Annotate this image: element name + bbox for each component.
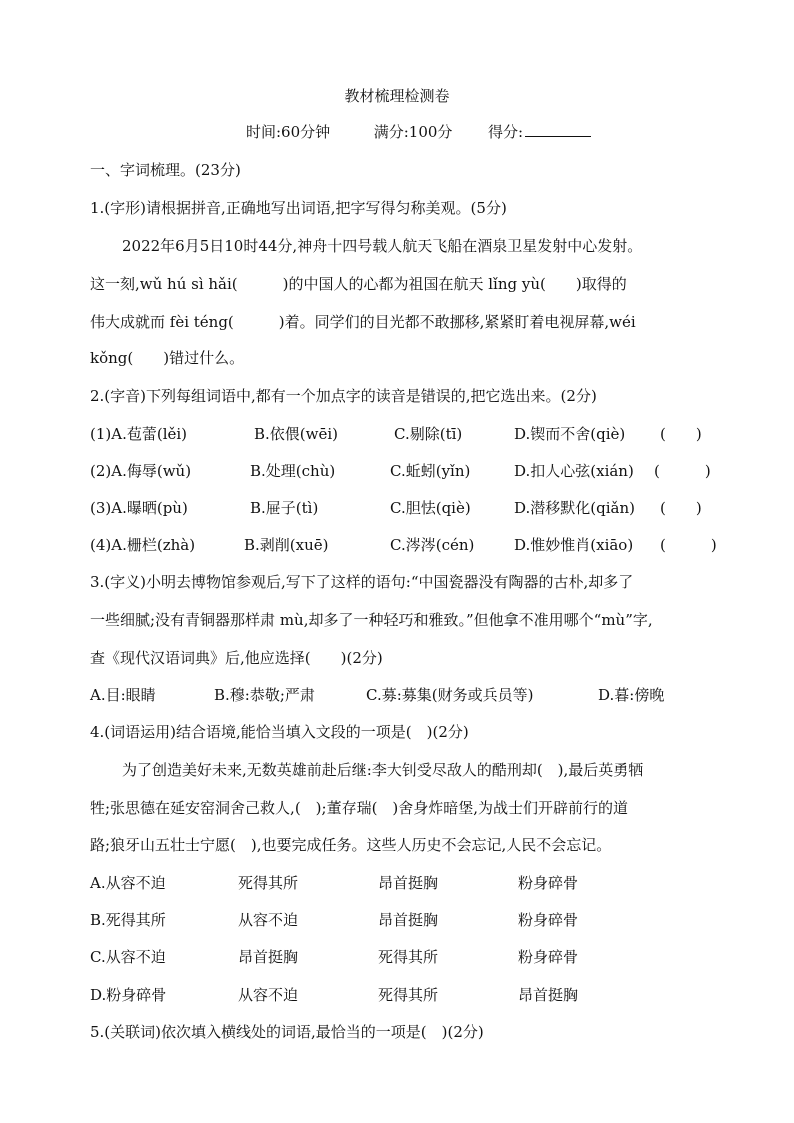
q4-option-word: 昂首挺胸 [378,874,439,892]
q2-option: (4)A.栅栏(zhà) [90,536,196,554]
q4-stem: 4.(词语运用)结合语境,能恰当填入文段的一项是( )(2分) [90,723,469,741]
q3-option-c: C.募:募集(财务或兵员等) [366,686,534,704]
q1-line-1: 2022年6月5日10时44分,神舟十四号载人航天飞船在酒泉卫星发射中心发射。 [122,237,643,255]
q2-option: D.锲而不舍(qiè) [514,425,626,443]
q4-line-1: 为了创造美好未来,无数英雄前赴后继:李大钊受尽敌人的酷刑却( ),最后英勇牺 [122,761,644,779]
q4-option-word: 粉身碎骨 [518,911,579,929]
time-limit: 时间:60分钟 [246,123,331,141]
full-score: 满分:100分 [373,123,453,141]
q2-option: B.处理(chù) [250,462,336,480]
q2-option: B.剥削(xuē) [244,536,329,554]
q4-line-3: 路;狼牙山五壮士宁愿( ),也要完成任务。这些人历史不会忘记,人民不会忘记。 [90,836,612,854]
q4-option-label: C.从容不迫 [90,948,166,966]
q3-line-1: 3.(字义)小明去博物馆参观后,写下了这样的语句:“中国瓷器没有陶器的古朴,却多了 [90,573,634,591]
q2-option: (2)A.侮辱(wǔ) [90,462,192,480]
q2-option: C.蚯蚓(yǐn) [390,462,471,480]
page-title: 教材梳理检测卷 [344,87,450,105]
answer-blank[interactable]: ( ) [654,462,711,480]
q3-line-3: 查《现代汉语词典》后,他应选择( )(2分) [90,649,383,667]
q3-option-d: D.暮:傍晚 [598,686,665,704]
q4-option-word: 粉身碎骨 [518,948,579,966]
q2-option: D.潜移默化(qiǎn) [514,499,635,517]
q4-option-word: 死得其所 [378,986,439,1004]
section-heading: 一、字词梳理。(23分) [90,161,241,179]
score-blank[interactable] [525,122,591,137]
q2-option: (3)A.曝晒(pù) [90,499,188,517]
q4-option-label: B.死得其所 [90,911,166,929]
q2-option: B.依偎(wēi) [254,425,339,443]
q4-line-2: 牲;张思德在延安窑洞舍己救人,( );董存瑞( )舍身炸暗堡,为战士们开辟前行的道 [90,799,629,817]
q2-option: B.屉子(tì) [250,499,319,517]
q1-line-2: 这一刻,wǔ hú sì hǎi( )的中国人的心都为祖国在航天 lǐng yù( )取得的 [90,275,627,293]
q2-option: D.惟妙惟肖(xiāo) [514,536,634,554]
q2-option: C.涔涔(cén) [390,536,475,554]
q2-option: C.胆怯(qiè) [390,499,471,517]
exam-meta [246,122,591,142]
score-label: 得分: [487,123,524,141]
q3-option-a: A.目:眼睛 [90,686,156,704]
q4-option-word: 昂首挺胸 [378,911,439,929]
answer-blank[interactable]: ( ) [660,536,717,554]
q4-option-label: D.粉身碎骨 [90,986,167,1004]
q2-stem: 2.(字音)下列每组词语中,都有一个加点字的读音是错误的,把它选出来。(2分) [90,387,597,405]
q5-stem: 5.(关联词)依次填入横线处的词语,最恰当的一项是( )(2分) [90,1023,484,1041]
q1-line-3: 伟大成就而 fèi téng( )着。同学们的目光都不敢挪移,紧紧盯着电视屏幕,wéi [90,313,636,331]
q3-line-2: 一些细腻;没有青铜器那样肃 mù,却多了一种轻巧和雅致。”但他拿不准用哪个“mù”字, [90,611,653,629]
q4-option-word: 从容不迫 [238,986,299,1004]
q1-line-4: kǒng( )错过什么。 [90,349,245,367]
q4-option-word: 昂首挺胸 [238,948,299,966]
q4-option-word: 死得其所 [378,948,439,966]
q4-option-label: A.从容不迫 [90,874,166,892]
q4-option-word: 从容不迫 [238,911,299,929]
answer-blank[interactable]: ( ) [660,425,702,443]
q1-stem: 1.(字形)请根据拼音,正确地写出词语,把字写得匀称美观。(5分) [90,199,507,217]
q2-option: D.扣人心弦(xián) [514,462,634,480]
q3-option-b: B.穆:恭敬;严肃 [214,686,315,704]
q2-option: C.剔除(tī) [394,425,463,443]
q2-option: (1)A.苞蕾(lěi) [90,425,188,443]
q4-option-word: 昂首挺胸 [518,986,579,1004]
answer-blank[interactable]: ( ) [660,499,702,517]
q4-option-word: 粉身碎骨 [518,874,579,892]
q4-option-word: 死得其所 [238,874,299,892]
